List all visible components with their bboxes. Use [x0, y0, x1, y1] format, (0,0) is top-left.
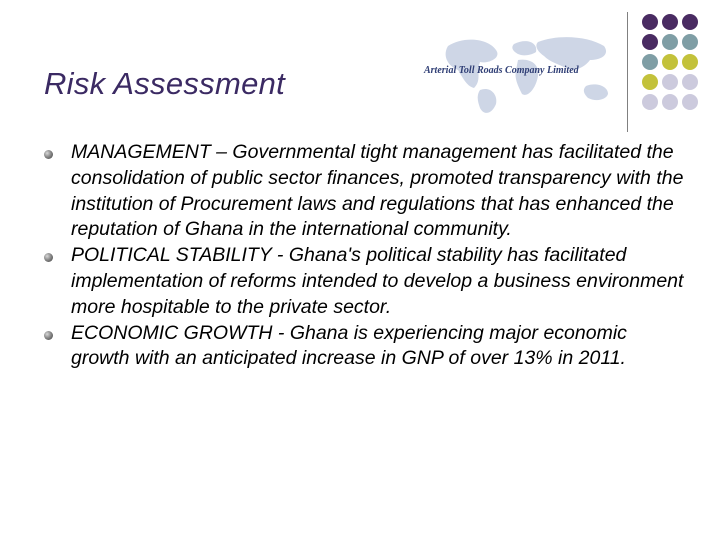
decor-dot [642, 14, 658, 30]
bullet-icon [44, 253, 53, 262]
bullet-text: MANAGEMENT – Governmental tight management has facilitated the consolidation of public sector finances, promoted transparency with the institution of Procurement laws and regulations that has enhanced the reputation of Ghana in the international community. [71, 141, 684, 241]
bullet-list [44, 140, 684, 372]
decor-dot [642, 94, 658, 110]
bullet-item [44, 321, 684, 373]
decor-dot [662, 14, 678, 30]
bullet-item [44, 140, 684, 243]
decor-dot [642, 34, 658, 50]
bullet-item [44, 243, 684, 320]
decorative-dot-grid [636, 12, 720, 108]
decor-dot [642, 74, 658, 90]
decor-dot [642, 54, 658, 70]
divider-line [627, 12, 628, 132]
decor-dot [662, 54, 678, 70]
bullet-icon [44, 331, 53, 340]
decor-dot [662, 94, 678, 110]
decor-dot [682, 74, 698, 90]
bullet-text: ECONOMIC GROWTH - Ghana is experiencing major economic growth with an anticipated increase in GNP of over 13% in 2011. [71, 321, 627, 370]
slide-title: Risk Assessment [44, 66, 286, 101]
bullet-icon [44, 150, 53, 159]
decor-dot [682, 94, 698, 110]
decor-dot [682, 14, 698, 30]
decor-dot [682, 54, 698, 70]
logo-text: Arterial Toll Roads Company Limited [424, 65, 579, 76]
bullet-text: POLITICAL STABILITY - Ghana's political stability has facilitated implementation of reforms intended to develop a business environment more hospitable to the private sector. [71, 244, 684, 318]
decor-dot [682, 34, 698, 50]
company-logo [418, 28, 624, 118]
decor-dot [662, 74, 678, 90]
decor-dot [662, 34, 678, 50]
